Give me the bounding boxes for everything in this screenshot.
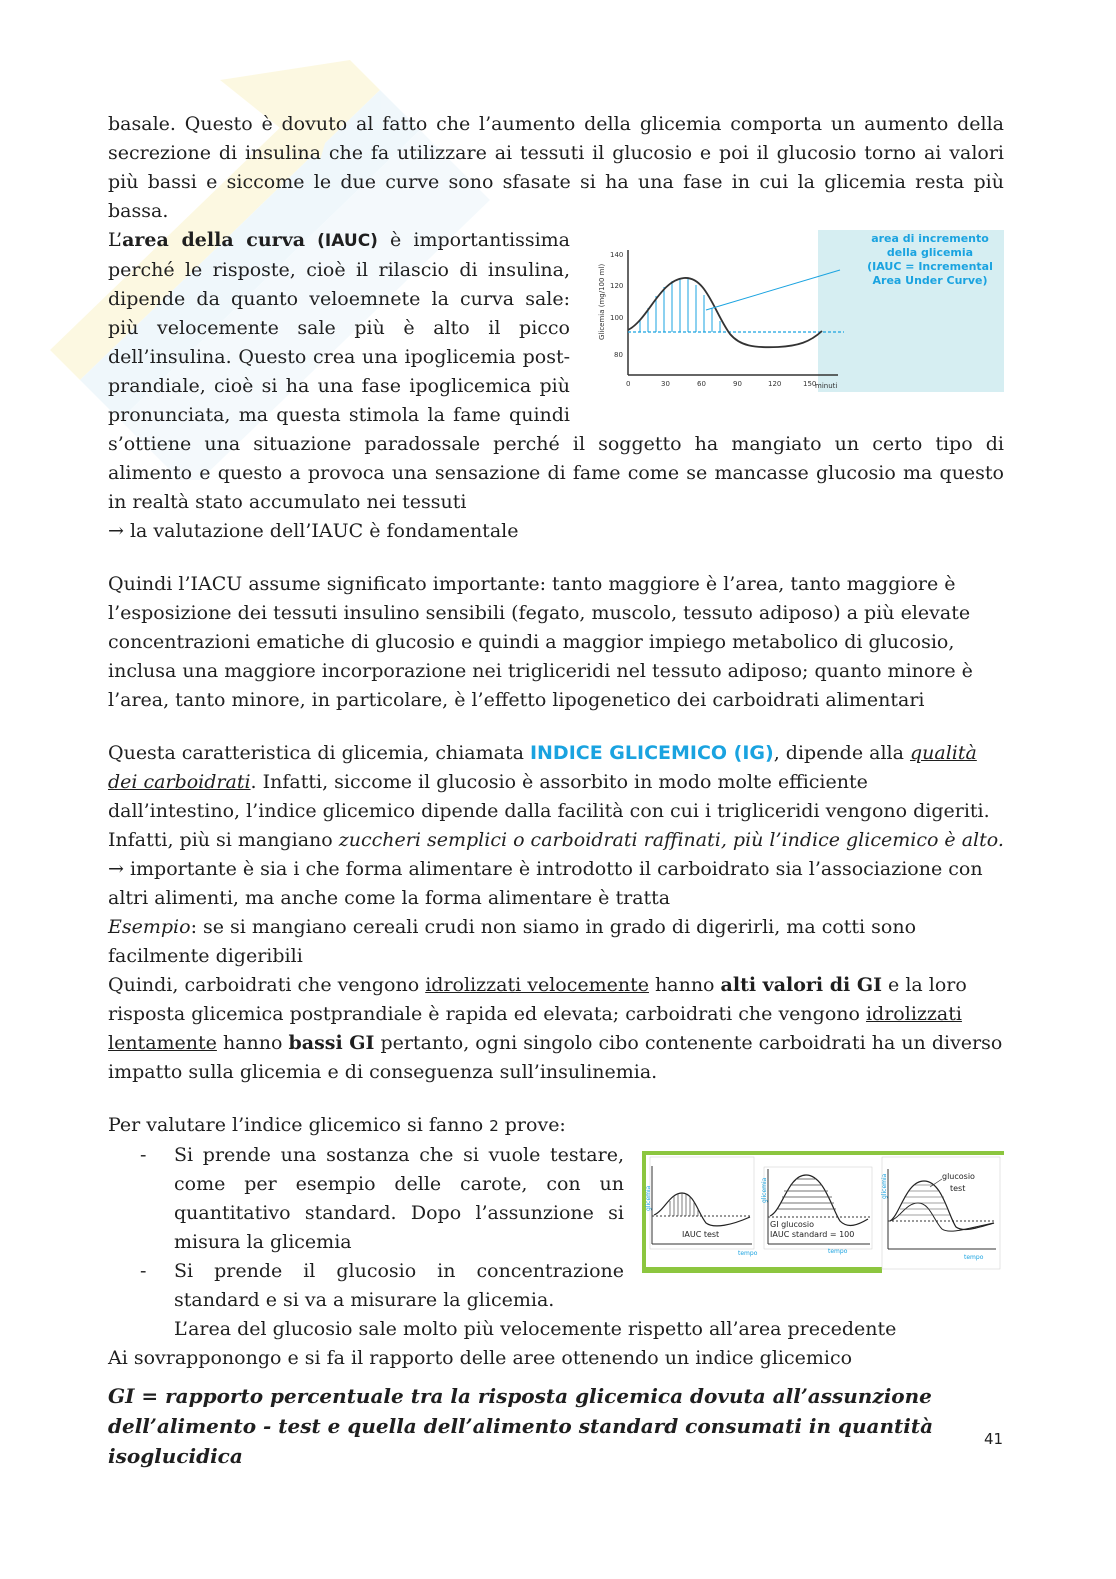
list-item-text: Si prende una sostanza che si vuole testare, come per esempio delle carote, con un quantitativo standard. Dopo l’assunzione si misura la glicemia [174,1144,624,1253]
idr-c: e la loro risposta glicemica postprandiale è rapida ed elevata; carboidrati che vengono [108,974,967,1025]
annotation-line-1: area di incremento [871,232,989,245]
indent-line: L’area del glucosio sale molto più velocemente rispetto all’area precedente [174,1318,897,1340]
prove-list [108,1141,1004,1315]
arrow-note-iauc: → la valutazione dell’IAUC è fondamentale [108,520,519,542]
panel3-ylabel: glicemia [881,1173,888,1199]
idr-lenti: idrolizzati lentamente [108,1003,962,1054]
panel1-xlabel: tempo [738,1250,758,1257]
figure-iauc-chart [588,230,1004,401]
ytick-120: 120 [610,282,624,290]
list-item [108,1257,1004,1315]
xtick-60: 60 [697,380,706,388]
ig-quality: qualità dei carboidrati [108,742,977,793]
panel1-label: IAUC test [682,1230,720,1239]
iauc-term: area della curva [122,229,306,251]
idr-veloci: idrolizzati velocemente [425,974,649,996]
ylabel-glicemia: Glicemia (mg/100 ml) [598,263,606,340]
idr-a: Quindi, carboidrati che vengono [108,974,426,996]
paragraph-indice-glicemico [108,739,1004,855]
xtick-0: 0 [626,380,631,388]
iauc-abbr: (IAUC) [317,231,378,251]
paragraph-rapporto: Ai sovrapponongo e si fa il rapporto delle aree ottenendo un indice glicemico [108,1347,853,1369]
prove-a: Per valutare l’indice glicemico si fanno [108,1114,490,1136]
panel2-xlabel: tempo [828,1248,848,1255]
list-dash: - [140,1260,147,1282]
idr-e: pertanto, ogni singolo cibo contenente carboidrati ha un diverso impatto sulla glicemia e di conseguenza sull’insulinemia. [108,1032,1003,1083]
panel2-ylabel: glicemia [761,1177,768,1203]
panel1-ylabel: glicemia [645,1185,652,1211]
page-number: 41 [984,1430,1004,1448]
panel2-label-1: GI glucosio [770,1220,815,1229]
paragraph-esempio [108,913,1004,971]
xtick-150: 150 [803,380,817,388]
panel2-label-2: IAUC standard = 100 [770,1230,855,1239]
xlabel-minuti: minuti [815,382,838,390]
ytick-80: 80 [614,351,623,359]
prove-count: 2 [489,1117,499,1135]
panel3-label-1: glucosio [942,1172,975,1181]
gi-definition: GI = rapporto percentuale tra la risposta glicemica dovuta all’assunzione dell’alimento - test e quella dell’alimento standard consumati in quantità isoglucidica [108,1384,934,1468]
list-item [108,1141,1004,1257]
panel3-label-2: test [950,1184,966,1193]
esempio-text: : se si mangiano cereali crudi non siamo in grado di digerirli, ma cotti sono facilmente digeribili [108,916,917,967]
ig-italic: zuccheri semplici o carboidrati raffinati, più l’indice glicemico è alto. [338,829,1004,851]
ytick-100: 100 [610,314,624,322]
xtick-120: 120 [768,380,782,388]
list-dash: - [140,1144,147,1166]
ig-text-b: , dipende alla [773,742,910,764]
ig-term: INDICE GLICEMICO (IG) [529,742,774,764]
xtick-30: 30 [661,380,670,388]
iauc-prefix: L’ [108,229,123,251]
annotation-line-3: (IAUC = Incremental [867,260,993,273]
ig-text-c: . Infatti, siccome il glucosio è assorbito in modo molte efficiente dall’intestino, l’indice glicemico dipende dalla facilità con cui i trigliceridi vengono digeriti. Infatti, più si mangiano [108,771,990,851]
paragraph-intro: basale. Questo è dovuto al fatto che l’aumento della glicemia comporta un aumento della secrezione di insulina che fa utilizzare ai tessuti il glucosio e poi il glucosio torno ai valori più bassi e siccome le due curve sono sfasate si ha una fase in cui la glicemia resta più bassa. [108,113,1004,222]
ytick-140: 140 [610,251,624,259]
prove-b: prove: [498,1114,566,1136]
paragraph-iacu: Quindi l’IACU assume significato importante: tanto maggiore è l’area, tanto maggiore è l’esposizione dei tessuti insulino sensibili (fegato, muscolo, tessuto adiposo) a più elevate concentrazioni ematiche di glucosio e quindi a maggior impiego metabolico di glucosio, inclusa una maggiore incorporazione nei trigliceridi nel tessuto adiposo; quanto minore è l’area, tanto minore, in particolare, è l’effetto lipogenetico dei carboidrati alimentari [108,573,973,711]
arrow-note-forma: → importante è sia i che forma alimentare è introdotto il carboidrato sia l’associazione con altri alimenti, ma anche come la forma alimentare è tratta [108,858,983,909]
paragraph-prove [108,1111,1004,1141]
paragraph-idrolizzati [108,971,1004,1087]
idr-b: hanno [648,974,721,996]
iauc-text: è importantissima perché le risposte, cioè il rilascio di insulina, dipende da quanto veloemnete la curva sale: più velocemente sale più è alto il picco dell’insulina. Questo crea una ipoglicemia post-prandiale, cioè si ha una fase ipoglicemica più pronunciata, ma questa stimola la fame quindi s’ottiene una situazione paradossale perché il soggetto ha mangiato un certo tipo di alimento e questo a provoca una sensazione di fame come se mancasse glucosio ma questo in realtà stato accumulato nei tessuti [108,229,1004,513]
idr-bassi-gi: bassi GI [288,1032,375,1054]
idr-d: hanno [216,1032,289,1054]
annotation-line-2: della glicemia [886,246,974,259]
annotation-line-4: Area Under Curve) [872,274,988,287]
list-item-text: Si prende il glucosio in concentrazione standard e si va a misurare la glicemia. [174,1260,624,1311]
panel3-xlabel: tempo [964,1254,984,1261]
idr-alti-gi: alti valori di GI [720,974,883,996]
esempio-label: Esempio [108,916,191,938]
xtick-90: 90 [733,380,742,388]
ig-text-a: Questa caratteristica di glicemia, chiamata [108,742,530,764]
